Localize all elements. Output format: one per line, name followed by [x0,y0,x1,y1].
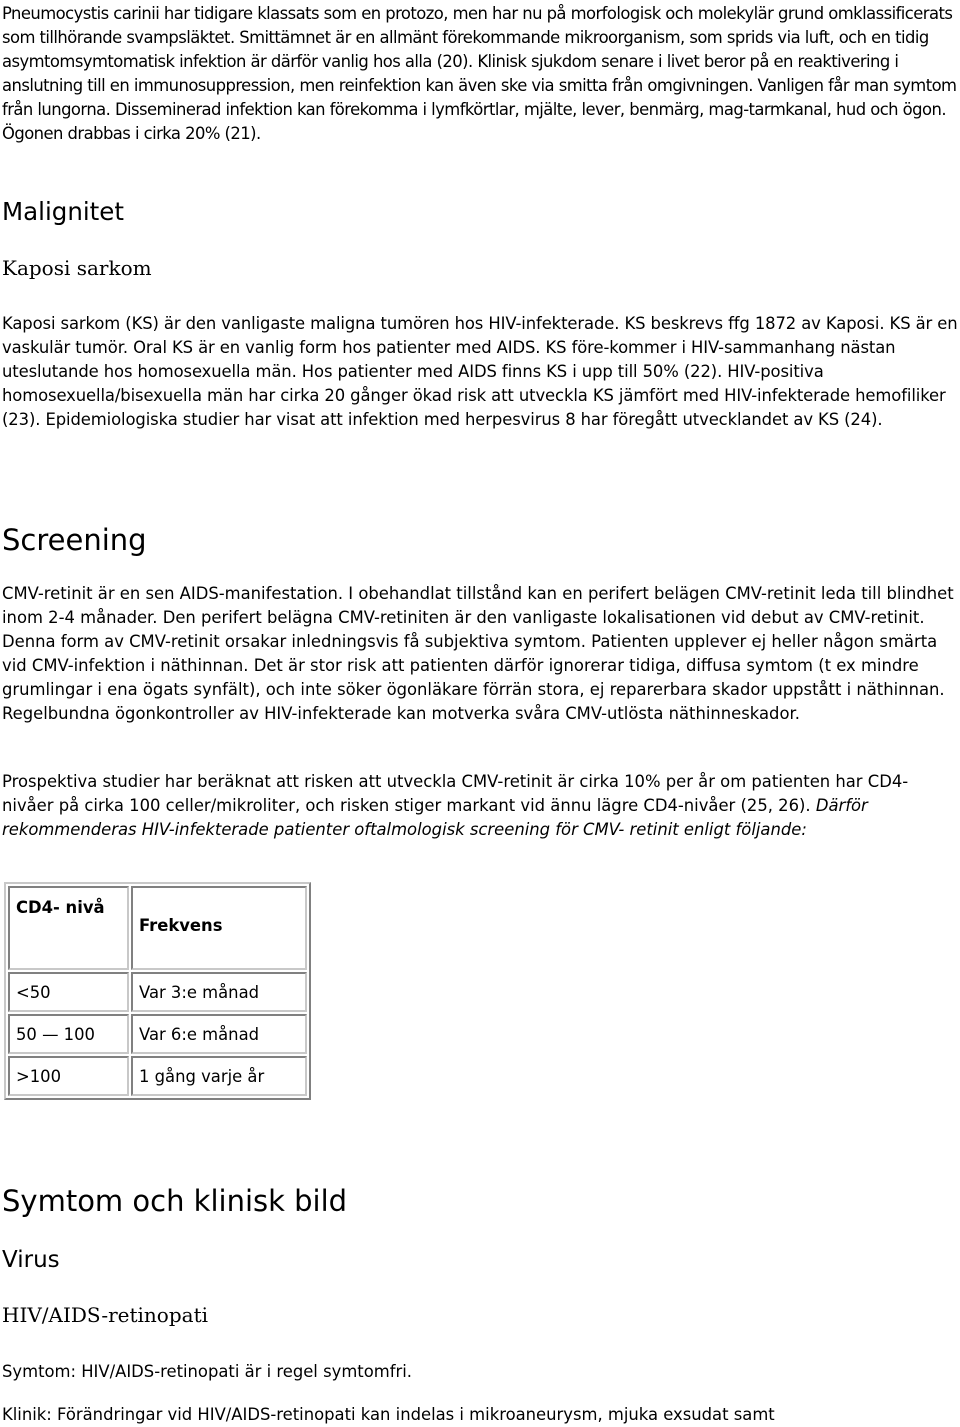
table-cell-frekvens: Var 3:e månad [131,972,307,1012]
screening-frequency-table [4,882,311,1100]
table-cell-cd4: >100 [8,1056,129,1096]
section-heading-malignitet: Malignitet [2,197,124,226]
intro-paragraph: Pneumocystis carinii har tidigare klassats som en protozo, men har nu på morfologisk och molekylär grund omklassificerats som tillhörande svampsläktet. Smittämnet är en allmänt förekommande mikroorganism, som sprids via luft, och en tidig asymtomsymtomatisk infektion är därför vanlig hos alla (20). Klinisk sjukdom senare i livet beror på en reaktivering i anslutning till en immunosuppression, men reinfektion kan även ske via smitta från omgivningen. Vanligen får man symtom från lungorna. Disseminerad infektion kan förekomma i lymfkörtlar, mjälte, lever, benmärg, mag-tarmkanal, hud och ögon. Ögonen drabbas i cirka 20% (21). [2,4,957,143]
section-heading-screening: Screening [2,523,147,557]
screening-paragraph-1: CMV-retinit är en sen AIDS-manifestation. I obehandlat tillstånd kan en perifert belägen CMV-retinit leda till blindhet inom 2-4 månader. Den perifert belägna CMV-retiniten är den vanligaste lokalisationen vid debut av CMV-retinit. Denna form av CMV-retinit orsakar inledningsvis få subjektiva symtom. Patienten upplever ej heller någon smärta vid CMV-infektion i näthinnan. Det är stor risk att patienten därför ignorerar tidiga, diffusa symtom (t ex mindre grumlingar i ena ögats synfält), och inte söker ögonläkare förrän stora, ej reparerbara skador uppstått i näthinnan. Regelbundna ögonkontroller av HIV-infekterade kan motverka svåra CMV-utlösta näthinneskador. [2,584,954,723]
klinik-paragraph: Klinik: Förändringar vid HIV/AIDS-retinopati kan indelas i mikroaneurysm, mjuka exsudat samt [2,1405,775,1424]
table-row [8,1056,307,1096]
table-cell-frekvens: Var 6:e månad [131,1014,307,1054]
table-cell-frekvens: 1 gång varje år [131,1056,307,1096]
table-row [8,1014,307,1054]
table-cell-cd4: 50 — 100 [8,1014,129,1054]
subheading-kaposi-sarkom: Kaposi sarkom [2,256,152,280]
screening-paragraph-2-text: Prospektiva studier har beräknat att risken att utveckla CMV-retinit är cirka 10% per år om patienten har CD4-nivåer på cirka 100 celler/mikroliter, och risken stiger markant vid ännu lägre CD4-nivåer (25, 26). [2,772,909,815]
symtom-paragraph: Symtom: HIV/AIDS-retinopati är i regel symtomfri. [2,1362,412,1381]
screening-recommendation: Därför rekommenderas HIV-infekterade patienter oftalmologisk screening för CMV- retinit enligt följande: [2,796,868,839]
subheading-hiv-aids-retinopati: HIV/AIDS-retinopati [2,1303,209,1327]
screening-paragraph-2 [2,770,952,842]
kaposi-paragraph: Kaposi sarkom (KS) är den vanligaste maligna tumören hos HIV-infekterade. KS beskrevs ffg 1872 av Kaposi. KS är en vaskulär tumör. Oral KS är en vanlig form hos patienter med AIDS. KS före-kommer i HIV-sammanhang nästan uteslutande hos homosexuella män. Hos patienter med AIDS finns KS i upp till 50% (22). HIV-positiva homosexuella/bisexuella män har cirka 20 gånger ökad risk att utveckla KS jämfört med HIV-infekterade hemofiliker (23). Epidemiologiska studier har visat att infektion med herpesvirus 8 har föregått utvecklandet av KS (24). [2,314,958,429]
table-header-frekvens: Frekvens [131,886,307,970]
section-heading-symtom: Symtom och klinisk bild [2,1184,348,1218]
table-header-cd4: CD4- nivå [8,886,129,970]
table-row [8,972,307,1012]
subheading-virus: Virus [2,1247,60,1273]
table-header-row [8,886,307,970]
table-cell-cd4: <50 [8,972,129,1012]
